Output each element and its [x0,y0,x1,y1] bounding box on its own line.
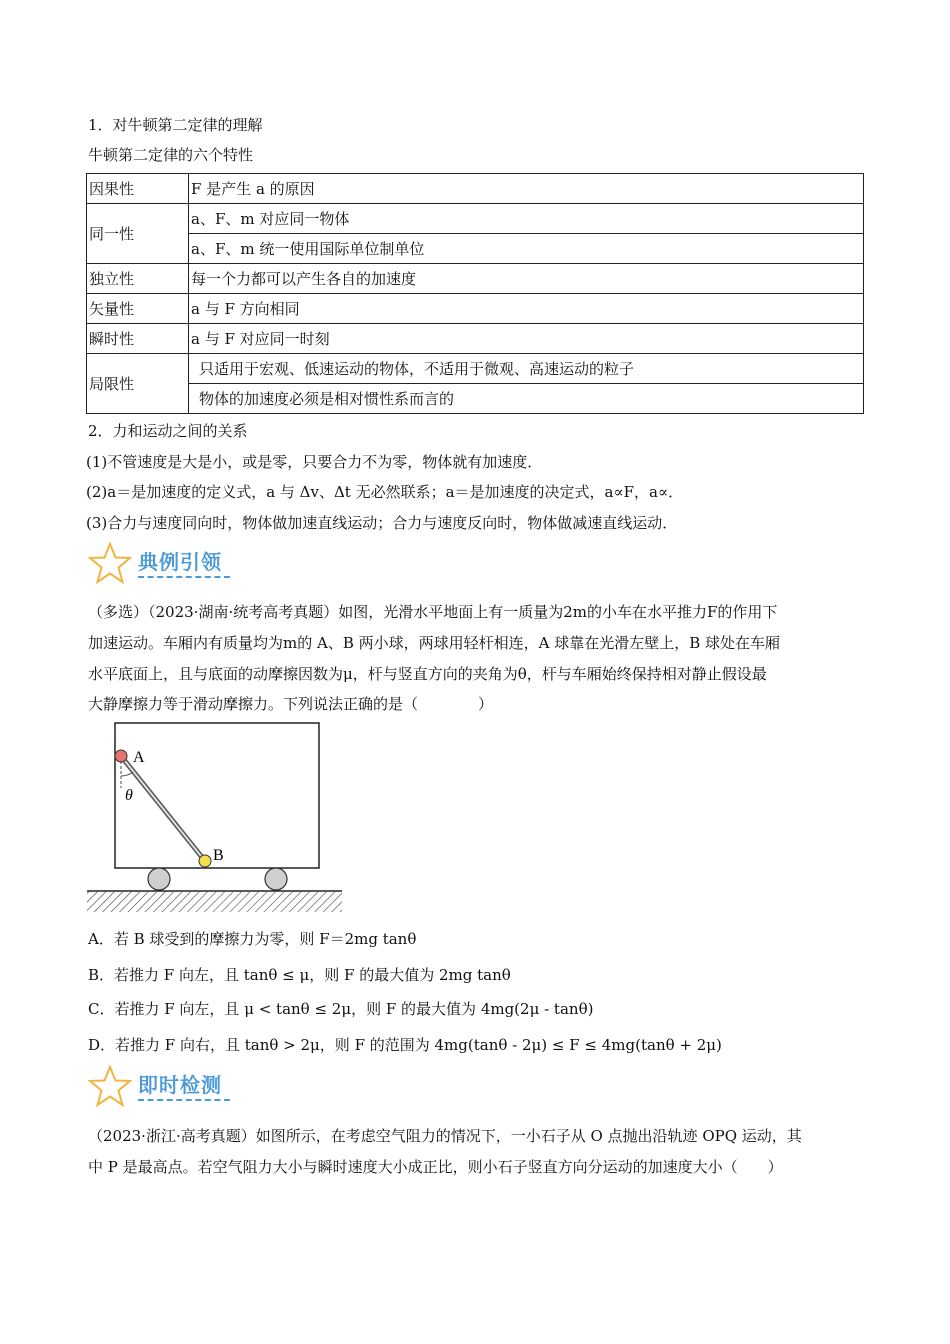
section-title: 即时检测 [138,1073,222,1097]
ball-a [115,750,127,762]
wheel-left [148,868,170,890]
table-row [87,354,864,384]
table-key: 瞬时性 [87,324,189,354]
star-icon [88,1065,132,1107]
example-text-line-2: 加速运动。车厢内有质量均为m的 A、B 两小球，两球用轻杆相连，A 球靠在光滑左壁上，B 球处在车厢 [88,634,781,652]
table-key: 矢量性 [87,294,189,324]
option-d: D．若推力 F 向右，且 tanθ > 2μ，则 F 的范围为 4mg(tanθ - 2μ) ≤ F ≤ 4mg(tanθ + 2μ) [88,1036,722,1054]
example-text-line-3: 水平底面上，且与底面的动摩擦因数为μ，杆与竖直方向的夹角为θ，杆与车厢始终保持相对静止假设最 [88,665,767,683]
check-text-line-2: 中 P 是最高点。若空气阻力大小与瞬时速度大小成正比，则小石子竖直方向分运动的加速度大小（ ） [88,1158,783,1176]
label-a: A [133,749,145,766]
ground-hatch [87,892,342,912]
example-text-line-1: （多选）（2023·湖南·统考高考真题）如图，光滑水平地面上有一质量为2m的小车在水平推力F的作用下 [88,603,778,621]
heading-force-motion: 2．力和运动之间的关系 [88,422,248,440]
section-header-example [86,540,286,588]
table-value: a 与 F 对应同一时刻 [189,324,864,354]
table-value: 每一个力都可以产生各自的加速度 [189,264,864,294]
table-row [87,384,864,414]
example-text-line-4: 大静摩擦力等于滑动摩擦力。下列说法正确的是（ ） [88,695,494,713]
table-value: a、F、m 对应同一物体 [189,204,864,234]
check-text-line-1: （2023·浙江·高考真题）如图所示，在考虑空气阻力的情况下，一小石子从 O 点抛出沿轨迹 OPQ 运动，其 [88,1127,802,1145]
properties-table [86,173,864,414]
table-value: a、F、m 统一使用国际单位制单位 [189,234,864,264]
table-key: 局限性 [87,354,189,414]
title-underline [138,576,230,578]
table-row [87,294,864,324]
section-title: 典例引领 [138,550,222,574]
wheel-right [265,868,287,890]
option-c: C．若推力 F 向左，且 μ < tanθ ≤ 2μ，则 F 的最大值为 4mg(2μ - tanθ) [88,1000,594,1018]
relation-paragraph-1: (1)不管速度是大是小，或是零，只要合力不为零，物体就有加速度． [86,453,543,471]
option-b: B．若推力 F 向左，且 tanθ ≤ μ，则 F 的最大值为 2mg tanθ [88,966,511,984]
label-theta: θ [125,787,133,804]
table-value: a 与 F 方向相同 [189,294,864,324]
relation-paragraph-3: (3)合力与速度同向时，物体做加速直线运动；合力与速度反向时，物体做减速直线运动． [86,514,678,532]
ball-b [199,855,211,867]
table-value: F 是产生 a 的原因 [189,174,864,204]
cart-rod-figure [84,718,349,918]
table-row [87,174,864,204]
table-key: 同一性 [87,204,189,264]
table-row [87,324,864,354]
table-value: 物体的加速度必须是相对惯性系而言的 [189,384,864,414]
table-key: 独立性 [87,264,189,294]
table-row [87,264,864,294]
label-b: B [213,847,224,864]
option-a: A．若 B 球受到的摩擦力为零，则 F＝2mg tanθ [88,930,417,948]
star-icon [88,542,132,584]
table-row [87,204,864,234]
section-header-check [86,1063,286,1111]
table-value: 只适用于宏观、低速运动的物体，不适用于微观、高速运动的粒子 [189,354,864,384]
table-key: 因果性 [87,174,189,204]
table-row [87,234,864,264]
heading-newton-second-law: 1．对牛顿第二定律的理解 [88,116,263,134]
relation-paragraph-2: (2)a＝是加速度的定义式，a 与 Δv、Δt 无必然联系；a＝是加速度的决定式，a∝F，a∝． [86,483,684,501]
title-underline [138,1099,230,1101]
subheading-six-properties: 牛顿第二定律的六个特性 [88,146,254,164]
